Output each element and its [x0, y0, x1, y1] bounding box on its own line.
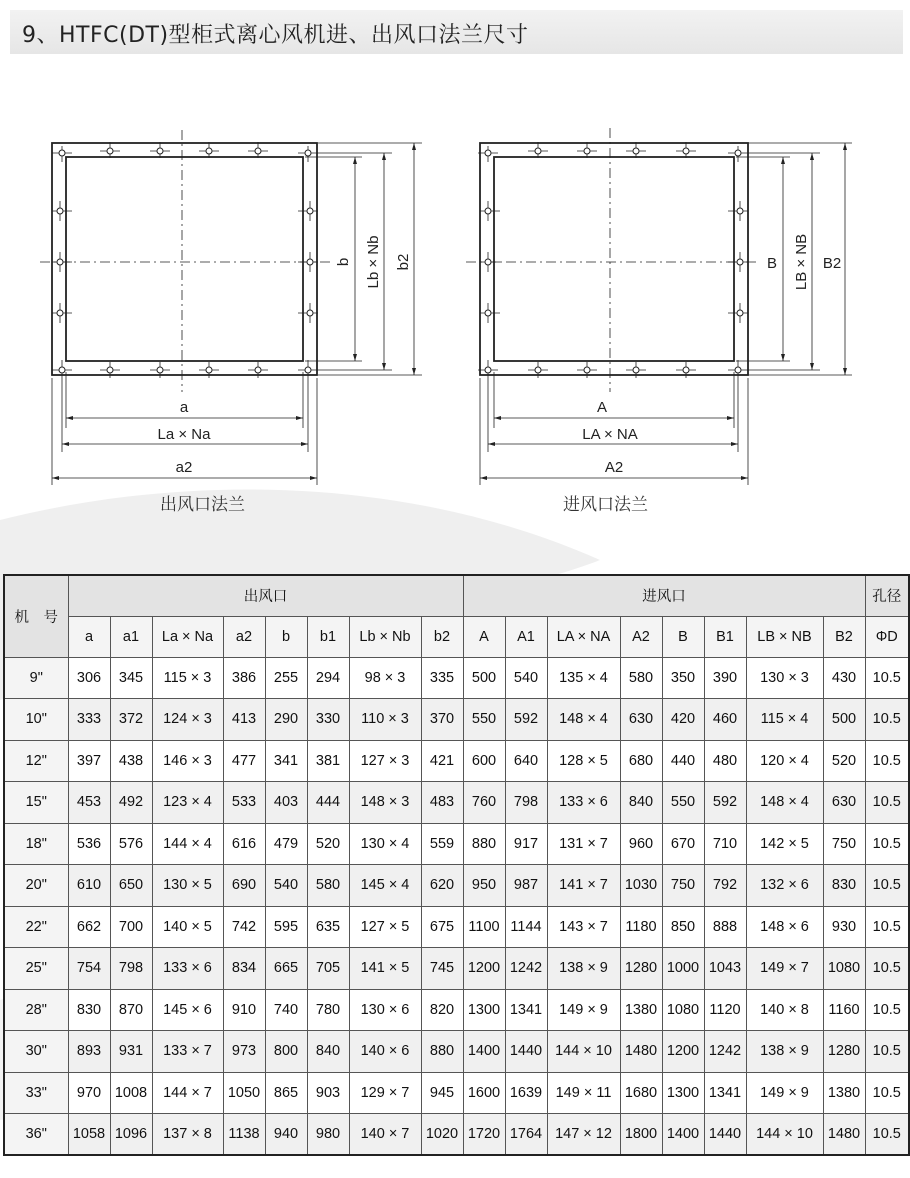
table-cell: 138 × 9: [746, 1031, 823, 1073]
table-cell: 1160: [823, 989, 865, 1031]
table-cell: 138 × 9: [547, 948, 620, 990]
table-cell: 662: [68, 906, 110, 948]
table-cell: 146 × 3: [152, 740, 223, 782]
table-cell: 333: [68, 699, 110, 741]
table-cell: 870: [110, 989, 152, 1031]
table-cell: 144 × 10: [547, 1031, 620, 1073]
table-cell: 390: [704, 657, 746, 699]
table-cell: 592: [505, 699, 547, 741]
model-cell: 15": [4, 782, 68, 824]
model-cell: 25": [4, 948, 68, 990]
table-cell: 650: [110, 865, 152, 907]
table-cell: 127 × 3: [349, 740, 421, 782]
table-cell: 1300: [463, 989, 505, 1031]
model-cell: 9": [4, 657, 68, 699]
table-cell: 960: [620, 823, 662, 865]
table-cell: 690: [223, 865, 265, 907]
table-cell: 133 × 7: [152, 1031, 223, 1073]
table-cell: 149 × 9: [746, 1072, 823, 1114]
table-cell: 1180: [620, 906, 662, 948]
table-cell: 1280: [620, 948, 662, 990]
table-cell: 1050: [223, 1072, 265, 1114]
table-cell: 413: [223, 699, 265, 741]
table-cell: 444: [307, 782, 349, 824]
table-cell: 1280: [823, 1031, 865, 1073]
table-cell: 520: [307, 823, 349, 865]
table-row: [4, 657, 909, 699]
inlet-flange-caption: 进风口法兰: [563, 495, 648, 515]
table-row: [4, 1031, 909, 1073]
table-cell: 670: [662, 823, 704, 865]
table-cell: 1380: [620, 989, 662, 1031]
table-cell: 98 × 3: [349, 657, 421, 699]
table-cell: 306: [68, 657, 110, 699]
table-cell: 1720: [463, 1114, 505, 1156]
dim-label-b2: b2: [395, 253, 412, 271]
table-cell: 115 × 4: [746, 699, 823, 741]
table-cell: 740: [265, 989, 307, 1031]
table-cell: 500: [823, 699, 865, 741]
table-cell: 479: [265, 823, 307, 865]
table-cell: 1030: [620, 865, 662, 907]
dim-label-la: La × Na: [157, 426, 211, 443]
table-cell: 580: [307, 865, 349, 907]
table-row: [4, 782, 909, 824]
table-cell: 148 × 6: [746, 906, 823, 948]
table-cell: 130 × 4: [349, 823, 421, 865]
table-cell: 142 × 5: [746, 823, 823, 865]
table-cell: 10.5: [865, 865, 909, 907]
col-header-b2: b2: [421, 616, 463, 657]
table-cell: 850: [662, 906, 704, 948]
table-cell: 144 × 10: [746, 1114, 823, 1156]
col-header-A2: A2: [620, 616, 662, 657]
col-header-a2: a2: [223, 616, 265, 657]
table-cell: 294: [307, 657, 349, 699]
table-cell: 335: [421, 657, 463, 699]
table-cell: 840: [307, 1031, 349, 1073]
table-cell: 1020: [421, 1114, 463, 1156]
table-cell: 1096: [110, 1114, 152, 1156]
table-cell: 917: [505, 823, 547, 865]
table-cell: 865: [265, 1072, 307, 1114]
table-cell: 880: [463, 823, 505, 865]
table-cell: 386: [223, 657, 265, 699]
table-cell: 800: [265, 1031, 307, 1073]
table-cell: 135 × 4: [547, 657, 620, 699]
table-cell: 144 × 4: [152, 823, 223, 865]
table-cell: 1341: [505, 989, 547, 1031]
table-cell: 148 × 4: [746, 782, 823, 824]
table-cell: 133 × 6: [152, 948, 223, 990]
table-cell: 880: [421, 1031, 463, 1073]
title-bar: [10, 10, 903, 54]
model-cell: 22": [4, 906, 68, 948]
table-cell: 148 × 4: [547, 699, 620, 741]
table-cell: 610: [68, 865, 110, 907]
table-cell: 140 × 6: [349, 1031, 421, 1073]
table-cell: 1380: [823, 1072, 865, 1114]
table-cell: 945: [421, 1072, 463, 1114]
table-cell: 780: [307, 989, 349, 1031]
table-cell: 141 × 7: [547, 865, 620, 907]
table-cell: 700: [110, 906, 152, 948]
col-header-LA-NA: LA × NA: [547, 616, 620, 657]
table-cell: 540: [265, 865, 307, 907]
table-cell: 742: [223, 906, 265, 948]
table-cell: 1242: [704, 1031, 746, 1073]
table-cell: 145 × 4: [349, 865, 421, 907]
table-cell: 460: [704, 699, 746, 741]
table-cell: 10.5: [865, 1072, 909, 1114]
table-cell: 10.5: [865, 699, 909, 741]
table-cell: 987: [505, 865, 547, 907]
table-cell: 745: [421, 948, 463, 990]
table-cell: 128 × 5: [547, 740, 620, 782]
table-cell: 616: [223, 823, 265, 865]
table-cell: 137 × 8: [152, 1114, 223, 1156]
table-cell: 10.5: [865, 1031, 909, 1073]
col-header-A1: A1: [505, 616, 547, 657]
inlet-group-header: 进风口: [463, 575, 865, 616]
inlet-flange-drawing: [466, 128, 852, 485]
table-cell: 792: [704, 865, 746, 907]
table-cell: 430: [823, 657, 865, 699]
table-cell: 1200: [662, 1031, 704, 1073]
table-cell: 600: [463, 740, 505, 782]
table-cell: 798: [505, 782, 547, 824]
col-header-la-na: La × Na: [152, 616, 223, 657]
table-cell: 133 × 6: [547, 782, 620, 824]
table-cell: 149 × 11: [547, 1072, 620, 1114]
table-cell: 1080: [823, 948, 865, 990]
dim-label-a: a: [179, 399, 189, 416]
table-cell: 129 × 7: [349, 1072, 421, 1114]
model-header: 机 号: [4, 575, 68, 657]
table-cell: 550: [463, 699, 505, 741]
table-cell: 630: [823, 782, 865, 824]
table-cell: 1100: [463, 906, 505, 948]
table-cell: 520: [823, 740, 865, 782]
col-header-B: B: [662, 616, 704, 657]
table-cell: 1639: [505, 1072, 547, 1114]
table-cell: 940: [265, 1114, 307, 1156]
table-cell: 750: [662, 865, 704, 907]
table-cell: 115 × 3: [152, 657, 223, 699]
table-cell: 1242: [505, 948, 547, 990]
outlet-flange-drawing: [40, 130, 422, 485]
model-cell: 20": [4, 865, 68, 907]
table-cell: 635: [307, 906, 349, 948]
model-cell: 12": [4, 740, 68, 782]
table-cell: 290: [265, 699, 307, 741]
table-cell: 483: [421, 782, 463, 824]
table-cell: 595: [265, 906, 307, 948]
table-cell: 132 × 6: [746, 865, 823, 907]
table-cell: 144 × 7: [152, 1072, 223, 1114]
table-cell: 10.5: [865, 1114, 909, 1156]
dim-label-B: B: [766, 255, 778, 272]
table-cell: 893: [68, 1031, 110, 1073]
table-cell: 536: [68, 823, 110, 865]
table-cell: 10.5: [865, 989, 909, 1031]
table-cell: 438: [110, 740, 152, 782]
table-cell: 350: [662, 657, 704, 699]
col-header-lb-nb: Lb × Nb: [349, 616, 421, 657]
table-cell: 10.5: [865, 782, 909, 824]
hole-group-header: 孔径: [865, 575, 909, 616]
table-cell: 140 × 7: [349, 1114, 421, 1156]
col-header-B2: B2: [823, 616, 865, 657]
table-cell: 576: [110, 823, 152, 865]
table-row: [4, 823, 909, 865]
table-cell: 798: [110, 948, 152, 990]
table-cell: 950: [463, 865, 505, 907]
table-row: [4, 699, 909, 741]
page-title: 9、HTFC(DT)型柜式离心风机进、出风口法兰尺寸: [22, 23, 529, 48]
table-cell: 1138: [223, 1114, 265, 1156]
table-cell: 640: [505, 740, 547, 782]
table-cell: 10.5: [865, 823, 909, 865]
table-cell: 1120: [704, 989, 746, 1031]
table-cell: 665: [265, 948, 307, 990]
dim-label-A: A: [596, 399, 608, 416]
table-cell: 1300: [662, 1072, 704, 1114]
col-header-B1: B1: [704, 616, 746, 657]
model-cell: 30": [4, 1031, 68, 1073]
table-cell: 1000: [662, 948, 704, 990]
dim-label-LA: LA × NA: [582, 426, 638, 443]
outlet-group-header: 出风口: [68, 575, 463, 616]
table-cell: 1600: [463, 1072, 505, 1114]
dim-label-B2: B2: [822, 255, 842, 272]
table-cell: 381: [307, 740, 349, 782]
table-cell: 1480: [620, 1031, 662, 1073]
table-cell: 492: [110, 782, 152, 824]
model-cell: 33": [4, 1072, 68, 1114]
table-body: [4, 657, 909, 1155]
table-cell: 131 × 7: [547, 823, 620, 865]
flange-dimension-table-wrapper: [3, 574, 907, 1154]
table-cell: 903: [307, 1072, 349, 1114]
outlet-flange-caption: 出风口法兰: [160, 495, 245, 515]
table-cell: 754: [68, 948, 110, 990]
table-cell: 750: [823, 823, 865, 865]
table-cell: 127 × 5: [349, 906, 421, 948]
table-cell: 1440: [505, 1031, 547, 1073]
table-cell: 675: [421, 906, 463, 948]
flange-dimension-table: [3, 574, 910, 1156]
table-cell: 130 × 6: [349, 989, 421, 1031]
table-cell: 1008: [110, 1072, 152, 1114]
table-cell: 370: [421, 699, 463, 741]
table-cell: 550: [662, 782, 704, 824]
table-cell: 620: [421, 865, 463, 907]
table-cell: 147 × 12: [547, 1114, 620, 1156]
table-cell: 341: [265, 740, 307, 782]
table-cell: 1400: [662, 1114, 704, 1156]
table-cell: 910: [223, 989, 265, 1031]
table-cell: 420: [662, 699, 704, 741]
table-cell: 372: [110, 699, 152, 741]
table-cell: 540: [505, 657, 547, 699]
model-cell: 36": [4, 1114, 68, 1156]
table-cell: 110 × 3: [349, 699, 421, 741]
table-cell: 760: [463, 782, 505, 824]
table-cell: 440: [662, 740, 704, 782]
table-cell: 1144: [505, 906, 547, 948]
col-header-a1: a1: [110, 616, 152, 657]
table-cell: 143 × 7: [547, 906, 620, 948]
col-header-hole-diameter: ΦD: [865, 616, 909, 657]
table-cell: 1043: [704, 948, 746, 990]
table-row: [4, 1072, 909, 1114]
table-cell: 10.5: [865, 740, 909, 782]
table-cell: 1680: [620, 1072, 662, 1114]
table-cell: 124 × 3: [152, 699, 223, 741]
dim-label-A2: A2: [604, 459, 624, 476]
flange-drawings: [0, 110, 910, 530]
table-cell: 330: [307, 699, 349, 741]
table-cell: 255: [265, 657, 307, 699]
dim-label-lb: Lb × Nb: [365, 235, 382, 289]
table-cell: 140 × 8: [746, 989, 823, 1031]
table-cell: 559: [421, 823, 463, 865]
dim-label-LB: LB × NB: [793, 233, 810, 291]
table-cell: 477: [223, 740, 265, 782]
table-cell: 710: [704, 823, 746, 865]
table-cell: 421: [421, 740, 463, 782]
table-cell: 592: [704, 782, 746, 824]
table-cell: 1341: [704, 1072, 746, 1114]
table-cell: 145 × 6: [152, 989, 223, 1031]
table-cell: 980: [307, 1114, 349, 1156]
table-cell: 140 × 5: [152, 906, 223, 948]
model-cell: 10": [4, 699, 68, 741]
col-header-A: A: [463, 616, 505, 657]
col-header-b: b: [265, 616, 307, 657]
model-cell: 18": [4, 823, 68, 865]
table-cell: 453: [68, 782, 110, 824]
col-header-a: a: [68, 616, 110, 657]
table-row: [4, 948, 909, 990]
table-cell: 130 × 5: [152, 865, 223, 907]
table-cell: 10.5: [865, 906, 909, 948]
table-cell: 834: [223, 948, 265, 990]
table-cell: 1764: [505, 1114, 547, 1156]
table-cell: 149 × 7: [746, 948, 823, 990]
table-cell: 480: [704, 740, 746, 782]
table-cell: 931: [110, 1031, 152, 1073]
table-cell: 1400: [463, 1031, 505, 1073]
table-cell: 123 × 4: [152, 782, 223, 824]
table-row: [4, 865, 909, 907]
table-cell: 1058: [68, 1114, 110, 1156]
table-cell: 1800: [620, 1114, 662, 1156]
table-cell: 580: [620, 657, 662, 699]
table-cell: 830: [823, 865, 865, 907]
table-cell: 141 × 5: [349, 948, 421, 990]
table-cell: 120 × 4: [746, 740, 823, 782]
table-cell: 888: [704, 906, 746, 948]
model-cell: 28": [4, 989, 68, 1031]
table-cell: 148 × 3: [349, 782, 421, 824]
dim-label-a2: a2: [175, 459, 193, 476]
table-cell: 149 × 9: [547, 989, 620, 1031]
col-header-LB-NB: LB × NB: [746, 616, 823, 657]
table-cell: 840: [620, 782, 662, 824]
table-cell: 533: [223, 782, 265, 824]
table-cell: 680: [620, 740, 662, 782]
dim-label-b: b: [335, 257, 352, 267]
table-cell: 397: [68, 740, 110, 782]
table-cell: 930: [823, 906, 865, 948]
table-cell: 705: [307, 948, 349, 990]
table-cell: 1200: [463, 948, 505, 990]
table-row: [4, 740, 909, 782]
table-cell: 130 × 3: [746, 657, 823, 699]
table-cell: 630: [620, 699, 662, 741]
table-row: [4, 1114, 909, 1156]
table-cell: 1480: [823, 1114, 865, 1156]
table-cell: 10.5: [865, 657, 909, 699]
table-row: [4, 906, 909, 948]
table-cell: 973: [223, 1031, 265, 1073]
col-header-b1: b1: [307, 616, 349, 657]
table-cell: 1080: [662, 989, 704, 1031]
table-row: [4, 989, 909, 1031]
table-cell: 500: [463, 657, 505, 699]
table-cell: 10.5: [865, 948, 909, 990]
table-cell: 1440: [704, 1114, 746, 1156]
table-cell: 403: [265, 782, 307, 824]
table-cell: 345: [110, 657, 152, 699]
table-cell: 830: [68, 989, 110, 1031]
table-cell: 820: [421, 989, 463, 1031]
table-cell: 970: [68, 1072, 110, 1114]
